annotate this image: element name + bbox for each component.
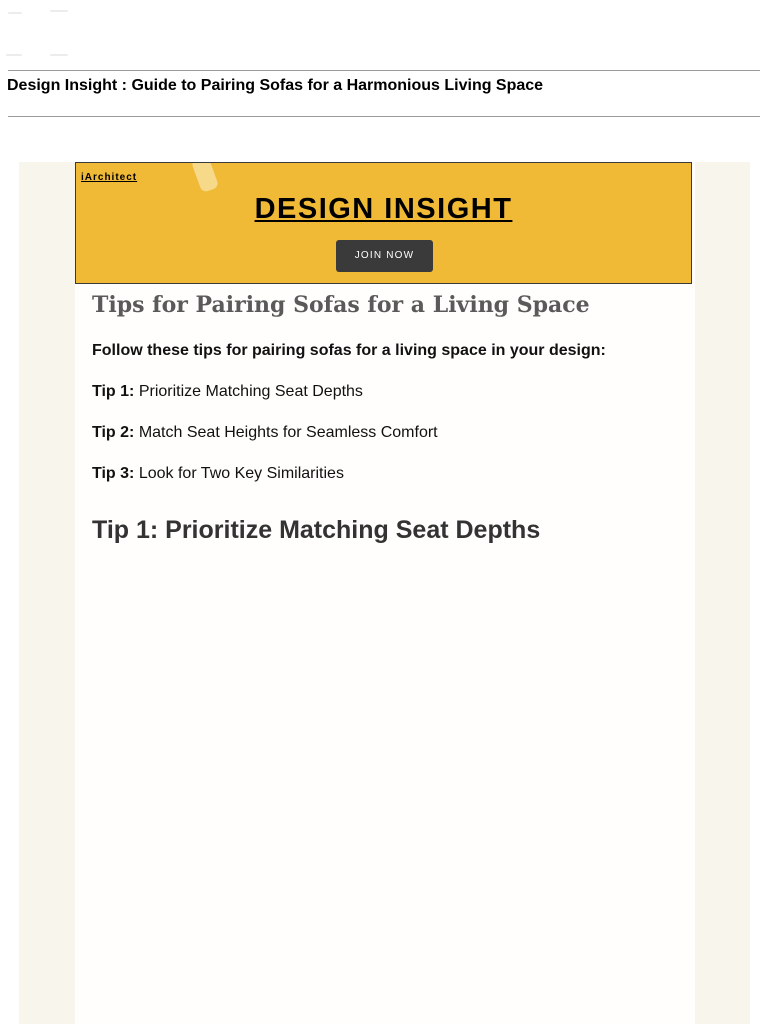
tip-item [92,424,438,442]
tip-text: Look for Two Key Similarities [138,465,344,482]
divider-bottom [8,116,760,117]
document-title: Design Insight : Guide to Pairing Sofas for a Harmonious Living Space [7,77,544,94]
tip-item [92,383,363,401]
divider-top [8,70,760,71]
tip-item [92,465,344,483]
join-now-button[interactable]: JOIN NOW [336,240,433,272]
tip-key: Tip 2: [92,424,139,441]
design-insight-banner [75,162,692,284]
tip-key: Tip 3: [92,465,139,482]
section-title: Tips for Pairing Sofas for a Living Space [92,292,590,318]
faint-logo-mark [4,4,74,60]
decorative-shape [191,162,220,193]
tip-1-heading: Tip 1: Prioritize Matching Seat Depths [92,516,541,544]
intro-text: Follow these tips for pairing sofas for a living space in your design: [92,342,606,359]
tip-key: Tip 1: [92,383,139,400]
banner-heading-link[interactable]: DESIGN INSIGHT [254,193,513,225]
tip-text: Prioritize Matching Seat Depths [138,383,363,400]
brand-link[interactable]: iArchitect [81,172,138,183]
tip-text: Match Seat Heights for Seamless Comfort [138,424,438,441]
